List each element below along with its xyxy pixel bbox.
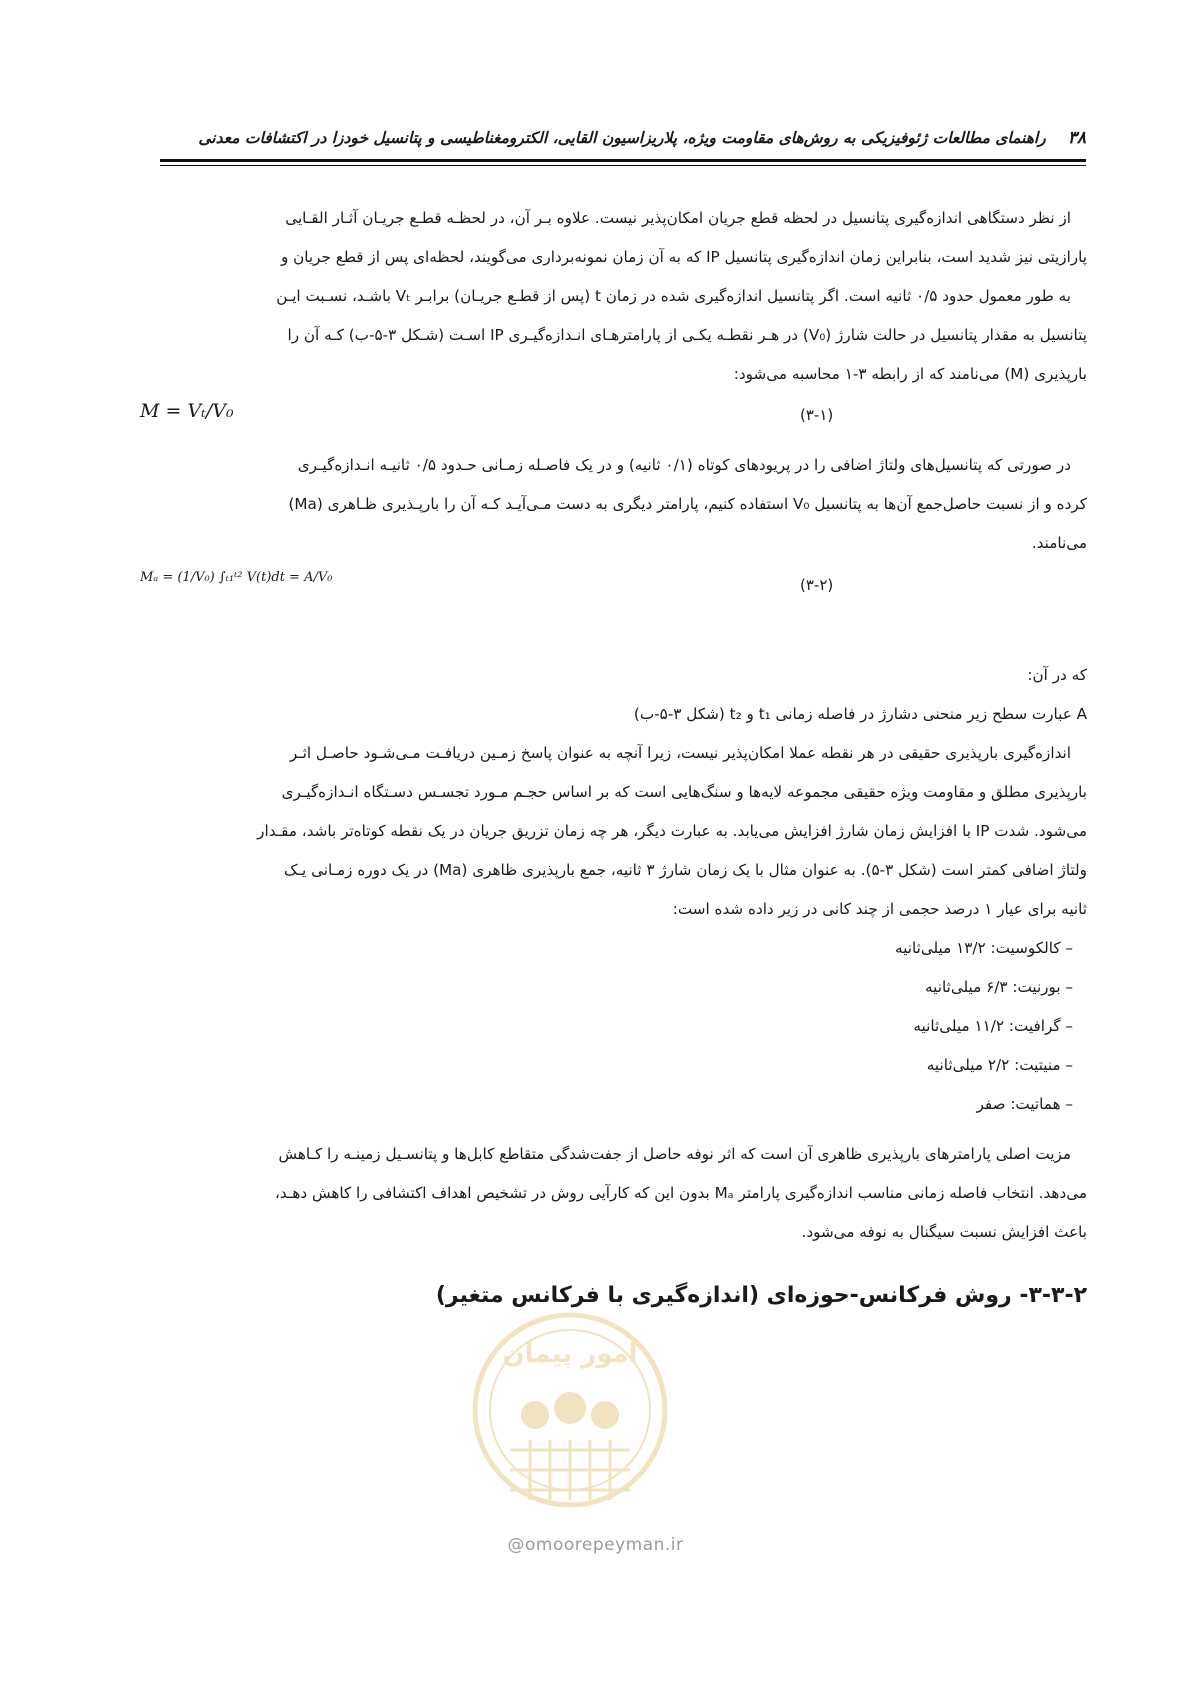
paragraph-line: از نظر دستگاهی اندازه‌گیری پتانسیل در لحظه قطع جریان امکان‌پذیر نیست. علاوه بـر آن، در لحظـه قطـع جریـان آثـار القـایی [285,209,1071,227]
paragraph-line: در صورتی که پتانسیل‌های ولتاژ اضافی را در پریودهای کوتاه (۰/۱ ثانیه) و در یک فاصـله زمـانی حـدود ۰/۵ ثانیـه انـدازه‌گیـری [297,456,1071,474]
equation-formula: M = Vₜ/V₀ [140,400,234,422]
paragraph-line: ثانیه برای عیار ۱ درصد حجمی از چند کانی در زیر داده شده است: [672,900,1087,918]
paragraph-line: بارپذیری (M) می‌نامند که از رابطه ۳-۱ محاسبه می‌شود: [733,365,1087,383]
mineral-list [140,929,1073,1124]
equation-number: (۳-۲) [800,576,834,594]
paragraph-2 [140,446,1087,563]
watermark-logo [450,1300,690,1530]
paragraph-line: پتانسیل به مقدار پتانسیل در حالت شارژ (V₀) در هـر نقطـه یکـی از پارامترهـای انـدازه‌گیـری IP اسـت (شـکل ۳-۵-ب) کـه آن را [287,326,1087,344]
definition-a: A عبارت سطح زیر منحنی دشارژ در فاصله زمانی t₁ و t₂ (شکل ۳-۵-ب) [633,705,1087,723]
paragraph-line: باعث افزایش نسبت سیگنال به نوفه می‌شود. [801,1223,1087,1241]
header-rule-thin [160,165,1086,166]
paragraph-line: ولتاژ اضافی کمتر است (شکل ۳-۵). به عنوان مثال با یک زمان شارژ ۳ ثانیه، جمع بارپذیری ظاهری (Ma) در یک دوره زمـانی یـک [283,861,1087,879]
watermark-url: @omoorepeyman.ir [507,1535,684,1555]
list-item: – کالکوسیت: ۱۳/۲ میلی‌ثانیه [895,939,1073,957]
paragraph-line: به طور معمول حدود ۰/۵ ثانیه است. اگر پتانسیل اندازه‌گیری شده در زمان t (پس از قطـع جریـان) برابـر Vₜ باشـد، نسـبت ایـن [276,287,1071,305]
paragraph-line: اندازه‌گیری بارپذیری حقیقی در هر نقطه عملا امکان‌پذیر نیست، زیرا آنچه به عنوان پاسخ زمـین دریافـت مـی‌شـود حاصـل اثـر [289,744,1071,762]
list-item: – بورنیت: ۶/۳ میلی‌ثانیه [925,978,1073,996]
paragraph-line: کرده و از نسبت حاصل‌جمع آن‌ها به پتانسیل V₀ استفاده کنیم، پارامتر دیگری به دست مـی‌آیـد کـه آن را بارپـذیری ظـاهری (Ma) [288,495,1087,513]
equation-number: (۳-۱) [800,406,834,424]
paragraph-line: می‌شود. شدت IP با افزایش زمان شارژ افزایش می‌یابد. به عبارت دیگر، هر چه زمان تزریق جریان در یک نقطه کوتاه‌تر باشد، مقـدار [257,822,1087,840]
paragraph-line: می‌دهد. انتخاب فاصله زمانی مناسب اندازه‌گیری پارامتر Mₐ بدون این که کارآیی روش در تشخیص اهداف اکتشافی را کاهش دهـد، [275,1184,1087,1202]
running-title: راهنمای مطالعات ژئوفیزیکی به روش‌های مقاومت ویژه، پلاریزاسیون القایی، الکترومغناطیسی و پتانسیل خودزا در اکتشافات معدنی [198,129,1046,147]
list-item: – گرافیت: ۱۱/۲ میلی‌ثانیه [913,1017,1073,1035]
paragraph-1 [140,199,1087,394]
definitions [140,656,1087,734]
paragraph-line: بارپذیری مطلق و مقاومت ویژه حقیقی مجموعه لایه‌ها و سنگ‌هایی است که بر اساس حجـم مـورد تجسـس دسـتگاه انـدازه‌گیـری [281,783,1087,801]
header-rule-thick [160,159,1086,162]
paragraph-line: مزیت اصلی پارامترهای بارپذیری ظاهری آن است که اثر نوفه حاصل از جفت‌شدگی متقاطع کابل‌ها و پتانسـیل زمینـه را کـاهش [278,1145,1071,1163]
page-number: ۳۸ [1067,128,1086,148]
paragraph-3 [140,734,1087,929]
equation-1 [140,400,1087,444]
equation-2 [140,570,1087,614]
where-label: که در آن: [1027,666,1087,684]
list-item: – منیتیت: ۲/۲ میلی‌ثانیه [926,1056,1073,1074]
list-item: – هماتیت: صفر [976,1095,1073,1113]
equation-formula: Mₐ = (1/V₀) ∫ₜ₁ᵗ² V(t)dt = A/V₀ [140,570,333,585]
paragraph-line: پارازیتی نیز شدید است، بنابراین زمان اندازه‌گیری پتانسیل IP که به آن زمان نمونه‌برداری می‌گویند، لحظه‌ای پس از قطع جریان و [280,248,1087,266]
page-header [160,128,1086,166]
paragraph-line: می‌نامند. [1031,534,1087,552]
paragraph-4 [140,1135,1087,1252]
section-heading: ۳-۳-۲- روش فرکانس-حوزه‌ای (اندازه‌گیری با فرکانس متغیر) [435,1283,1087,1308]
watermark-logo-text: امور پیمان [502,1339,638,1369]
